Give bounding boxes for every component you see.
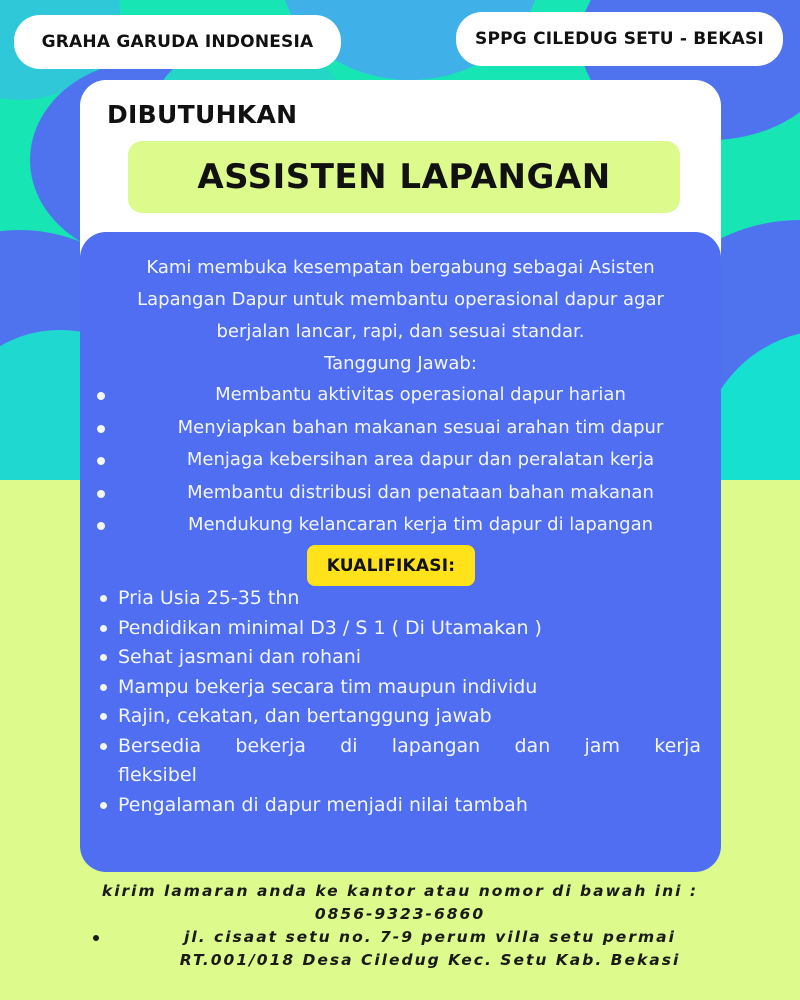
application-instruction: kirim lamaran anda ke kantor atau nomor di bawah ini : bbox=[101, 882, 699, 900]
hiring-kicker: DIBUTUHKAN bbox=[107, 100, 298, 129]
list-item bbox=[80, 444, 721, 477]
description-line: Lapangan Dapur untuk membantu operasional dapur agar bbox=[137, 289, 664, 310]
description-line: Kami membuka kesempatan bergabung sebagai Asisten bbox=[146, 257, 655, 278]
bullet-icon bbox=[100, 743, 107, 750]
location-badge: SPPG CILEDUG SETU - BEKASI bbox=[456, 12, 783, 66]
qualifications-list bbox=[80, 584, 721, 820]
qualification-text: Bersedia bekerja di lapangan dan jam kerja bbox=[118, 734, 701, 757]
qualification-text: Pria Usia 25-35 thn bbox=[118, 587, 300, 609]
company-badge: GRAHA GARUDA INDONESIA bbox=[14, 15, 341, 69]
qualifications-heading: KUALIFIKASI: bbox=[307, 545, 475, 586]
responsibility-text: Menjaga kebersihan area dapur dan peralatan kerja bbox=[186, 449, 655, 470]
list-item bbox=[80, 584, 721, 614]
bullet-icon bbox=[100, 654, 107, 661]
responsibility-text: Menyiapkan bahan makanan sesuai arahan tim dapur bbox=[177, 416, 664, 438]
list-item bbox=[80, 643, 721, 673]
responsibility-text: Membantu distribusi dan penataan bahan makanan bbox=[187, 481, 654, 503]
bullet-icon bbox=[97, 522, 105, 530]
description-line: berjalan lancar, rapi, dan sesuai standar. bbox=[216, 321, 585, 342]
list-item bbox=[80, 673, 721, 703]
bullet-icon bbox=[100, 802, 107, 809]
responsibilities-list bbox=[80, 379, 721, 542]
list-item bbox=[80, 412, 721, 445]
responsibility-text: Mendukung kelancaran kerja tim dapur di lapangan bbox=[187, 514, 654, 535]
qualification-text: Pendidikan minimal D3 / S 1 ( Di Utamakan ) bbox=[118, 616, 542, 639]
qualification-text: Sehat jasmani dan rohani bbox=[118, 646, 362, 668]
qualification-text-continued: fleksibel bbox=[118, 764, 197, 786]
bullet-icon bbox=[100, 625, 107, 632]
list-item bbox=[80, 379, 721, 412]
list-item bbox=[80, 614, 721, 644]
list-item bbox=[80, 509, 721, 542]
job-description bbox=[80, 252, 721, 380]
list-item bbox=[80, 791, 721, 821]
address bbox=[0, 926, 800, 972]
bullet-icon bbox=[97, 490, 105, 498]
bullet-icon bbox=[100, 713, 107, 720]
bullet-icon bbox=[97, 457, 105, 465]
address-line: RT.001/018 Desa Ciledug Kec. Setu Kab. Bekasi bbox=[179, 951, 681, 969]
list-item bbox=[80, 702, 721, 732]
bullet-icon bbox=[97, 425, 105, 433]
list-item bbox=[80, 477, 721, 510]
qualification-text: Mampu bekerja secara tim maupun individu bbox=[118, 675, 538, 698]
contact-footer bbox=[0, 880, 800, 972]
position-title: ASSISTEN LAPANGAN bbox=[128, 141, 680, 213]
responsibility-text: Membantu aktivitas operasional dapur harian bbox=[215, 384, 626, 405]
bullet-icon bbox=[97, 392, 105, 400]
address-line: jl. cisaat setu no. 7-9 perum villa setu permai bbox=[184, 928, 676, 946]
bullet-icon bbox=[100, 684, 107, 691]
qualification-text: Rajin, cekatan, dan bertanggung jawab bbox=[118, 705, 492, 727]
list-item bbox=[80, 732, 721, 791]
bullet-icon bbox=[100, 595, 107, 602]
responsibilities-heading: Tanggung Jawab: bbox=[324, 353, 477, 374]
qualification-text: Pengalaman di dapur menjadi nilai tambah bbox=[118, 793, 528, 816]
bullet-icon bbox=[93, 935, 99, 941]
phone-number: 0856-9323-6860 bbox=[314, 905, 486, 923]
